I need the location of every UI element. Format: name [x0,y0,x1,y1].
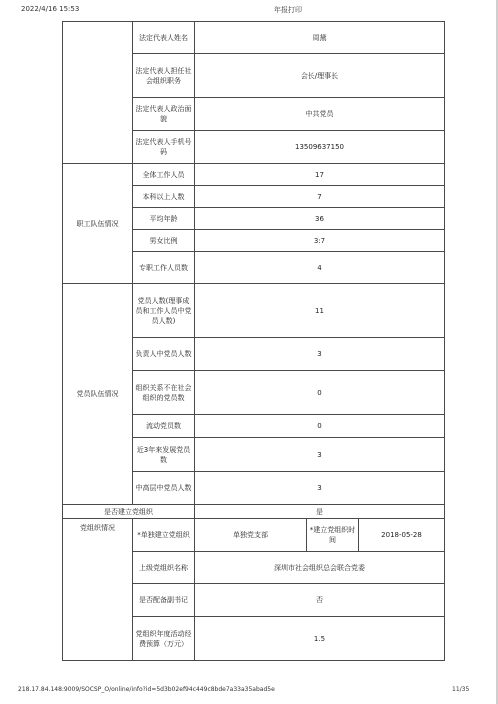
field-value: 17 [195,164,445,186]
blank-section-cell [63,22,133,164]
field-label: 专职工作人员数 [133,252,195,284]
field-label: 全体工作人员 [133,164,195,186]
field-label: 中高层中党员人数 [133,472,195,505]
section-label-staff: 职工队伍情况 [63,164,133,284]
field-label: 平均年龄 [133,208,195,230]
field-value: 7 [195,186,445,208]
field-value: 3:7 [195,230,445,252]
field-value: 周黛 [195,22,445,54]
table-row [63,164,445,186]
field-label: 是否建立党组织 [63,505,195,519]
field-value: 2018-05-28 [359,519,445,552]
field-label: 法定代表人政治面貌 [133,98,195,131]
field-value: 13509637150 [195,131,445,164]
page-title: 年报打印 [274,6,302,14]
field-value: 单独党支部 [195,519,307,552]
field-value: 11 [195,284,445,338]
field-label: 党员人数(理事成员和工作人员中党员人数) [133,284,195,338]
field-label: 法定代表人手机号码 [133,131,195,164]
field-label: 负责人中党员人数 [133,338,195,371]
field-label: 男女比例 [133,230,195,252]
field-value: 1.5 [195,617,445,661]
field-label: 上级党组织名称 [133,552,195,584]
table-row [63,519,445,552]
field-value: 3 [195,338,445,371]
page-url: 218.17.84.148:9009/SOCSP_O/online/info?id=5d3b02ef94c449c8bde7a33a35abad5e [18,686,275,693]
field-value: 是 [195,505,445,519]
field-label: 法定代表人姓名 [133,22,195,54]
field-label: 流动党员数 [133,415,195,438]
section-label-party-members: 党员队伍情况 [63,284,133,505]
field-value: 否 [195,584,445,617]
table-row [63,284,445,338]
page-number: 11/35 [452,686,470,693]
field-value: 0 [195,371,445,415]
field-value: 深圳市社会组织总会联合党委 [195,552,445,584]
field-label: 是否配备副书记 [133,584,195,617]
field-value: 3 [195,438,445,472]
field-label: 本科以上人数 [133,186,195,208]
field-value: 中共党员 [195,98,445,131]
table-row [63,505,445,519]
field-value: 会长/理事长 [195,54,445,98]
field-value: 36 [195,208,445,230]
field-value: 3 [195,472,445,505]
table-row [63,22,445,54]
field-label: 组织关系不在社会组织的党员数 [133,371,195,415]
field-label: 近3年来发展党员数 [133,438,195,472]
field-label: *建立党组织时间 [307,519,359,552]
field-label: 党组织年度活动经费预算（万元） [133,617,195,661]
field-value: 4 [195,252,445,284]
field-value: 0 [195,415,445,438]
field-label: 法定代表人担任社会组织职务 [133,54,195,98]
section-label-party-org: 党组织情况 [63,519,133,661]
field-label: *单独建立党组织 [133,519,195,552]
print-datetime: 2022/4/16 15:53 [21,5,80,13]
annual-report-table [62,21,445,661]
